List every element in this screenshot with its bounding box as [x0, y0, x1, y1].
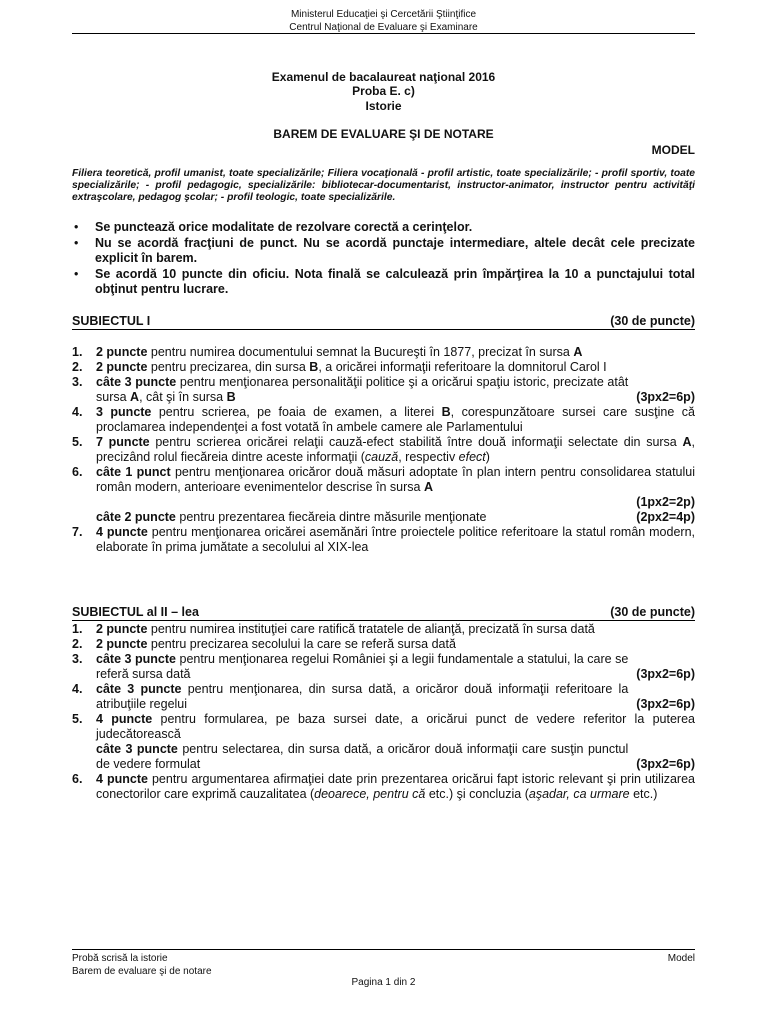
ministry-header	[72, 8, 695, 34]
bullet-icon: •	[74, 236, 79, 250]
list-item: 3. câte 3 puncte pentru menţionarea personalităţii politice şi a oricărui spaţiu istoric, precizate atât sursa A, cât şi în sursa B (3px2=6p)	[72, 375, 695, 404]
header-divider	[72, 33, 695, 34]
list-item: 2. 2 puncte pentru precizarea, din sursa B, a oricărei informaţii referitoare la domnitorul Carol I	[72, 360, 607, 374]
list-item: 2. 2 puncte pentru precizarea secolului la care se referă sursa dată	[72, 637, 456, 651]
model-label: MODEL	[651, 143, 695, 157]
list-item: 5. 4 puncte pentru formularea, pe baza sursei date, a oricărui punct de vedere referitor la puterea judecătorească câte 3 puncte pentru selectarea, din sursa dată, a oricăror două informaţii care susţin punctul de vedere formulat (3px2=6p)	[72, 712, 695, 771]
section-heading-1	[72, 314, 695, 330]
points-formula: (3px2=6p)	[636, 667, 695, 681]
filiere-text: Filiera teoretică, profil umanist, toate specializările; Filiera vocaţională - profil artistic, toate specializările; - profil sportiv, toate specializările; - profil pedagogic, specializările: bibliotecar-documentarist, instructor-animator, instructor pentru activităţi extraşcolare, pedagog şcolar; - profil teologic, toate specializările.	[72, 168, 695, 203]
rule-item: • Se acordă 10 puncte din oficiu. Nota finală se calculează prin împărţirea la 10 a punctajului total obţinut pentru lucrare.	[74, 267, 695, 296]
footer-left: Probă scrisă la istorie Barem de evaluare şi de notare	[72, 953, 212, 977]
exam-subject: Istorie	[365, 99, 402, 113]
bullet-icon: •	[74, 220, 79, 234]
list-item: 1. 2 puncte pentru numirea instituţiei care ratifică tratatele de alianţă, precizată în sursa dată	[72, 622, 595, 636]
list-item: 7. 4 puncte pentru menţionarea oricărei asemănări între proiectele politice referitoare la statul român modern, elaborate în prima jumătate a secolului al XIX-lea	[72, 525, 696, 554]
section1-items	[72, 345, 695, 555]
bullet-icon: •	[74, 267, 79, 281]
center-name: Centrul Naţional de Evaluare şi Examinare	[289, 22, 478, 33]
rule-item: • Nu se acordă fracţiuni de punct. Nu se acordă punctaje intermediare, altele decât cele precizate explicit în barem.	[74, 236, 695, 265]
section2-items	[72, 622, 695, 802]
footer-divider	[72, 949, 695, 950]
points-formula: (3px2=6p)	[636, 697, 695, 711]
points-formula: (3px2=6p)	[636, 757, 695, 771]
points-formula: (1px2=2p)	[636, 495, 695, 509]
ministry-name: Ministerul Educaţiei şi Cercetării Ştiinţifice	[290, 9, 477, 20]
exam-page	[72, 0, 695, 1024]
list-item: 6. câte 1 punct pentru menţionarea oricăror două măsuri adoptate în plan intern pentru consolidarea statului român modern, anterioare evenimentelor descrise în sursa A (1px2=2p) câte 2 puncte pentru prezentarea fiecăreia dintre măsurile menţionate (2px2=4p)	[72, 465, 696, 524]
exam-proba: Proba E. c)	[352, 84, 415, 98]
page-number: Pagina 1 din 2	[351, 977, 416, 988]
list-item: 1. 2 puncte pentru numirea documentului semnat la Bucureşti în 1877, precizat în sursa A	[72, 345, 583, 359]
barem-title: BAREM DE EVALUARE ŞI DE NOTARE	[273, 127, 494, 141]
list-item: 4. 3 puncte pentru scrierea, pe foaia de examen, a literei B, corespunzătoare sursei care susţine că proclamarea independenţei a fost votată în ambele camere ale Parlamentului	[72, 405, 696, 434]
points-formula: (2px2=4p)	[636, 510, 695, 524]
section-title: SUBIECTUL I	[72, 314, 151, 328]
exam-title: Examenul de bacalaureat naţional 2016	[271, 70, 496, 84]
section-points: (30 de puncte)	[610, 314, 695, 328]
list-item: 6. 4 puncte pentru argumentarea afirmaţiei date prin prezentarea oricărui fapt istoric relevant şi prin utilizarea conectorilor care exprimă cauzalitatea (deoarece, pentru că etc.) şi concluzia (aşadar, ca urmare etc.)	[72, 772, 695, 801]
section-heading-2	[72, 605, 695, 621]
rule-item: • Se punctează orice modalitate de rezolvare corectă a cerinţelor.	[74, 220, 473, 234]
list-item: 5. 7 puncte pentru scrierea oricărei relaţii cauză-efect stabilită între două informaţii selectate din sursa A, precizând rolul fiecăreia dintre aceste informaţii (cauză, respectiv efect)	[72, 435, 695, 464]
general-rules	[72, 220, 695, 298]
section-title: SUBIECTUL al II – lea	[72, 605, 199, 619]
list-item: 3. câte 3 puncte pentru menţionarea regelui României şi a legii fundamentale a statului, la care se referă sursa dată (3px2=6p)	[72, 652, 695, 681]
footer-right: Model	[667, 953, 695, 964]
points-formula: (3px2=6p)	[636, 390, 695, 404]
section-points: (30 de puncte)	[610, 605, 695, 619]
list-item: 4. câte 3 puncte pentru menţionarea, din sursa dată, a oricăror două informaţii referitoare la atribuţiile regelui (3px2=6p)	[72, 682, 695, 711]
